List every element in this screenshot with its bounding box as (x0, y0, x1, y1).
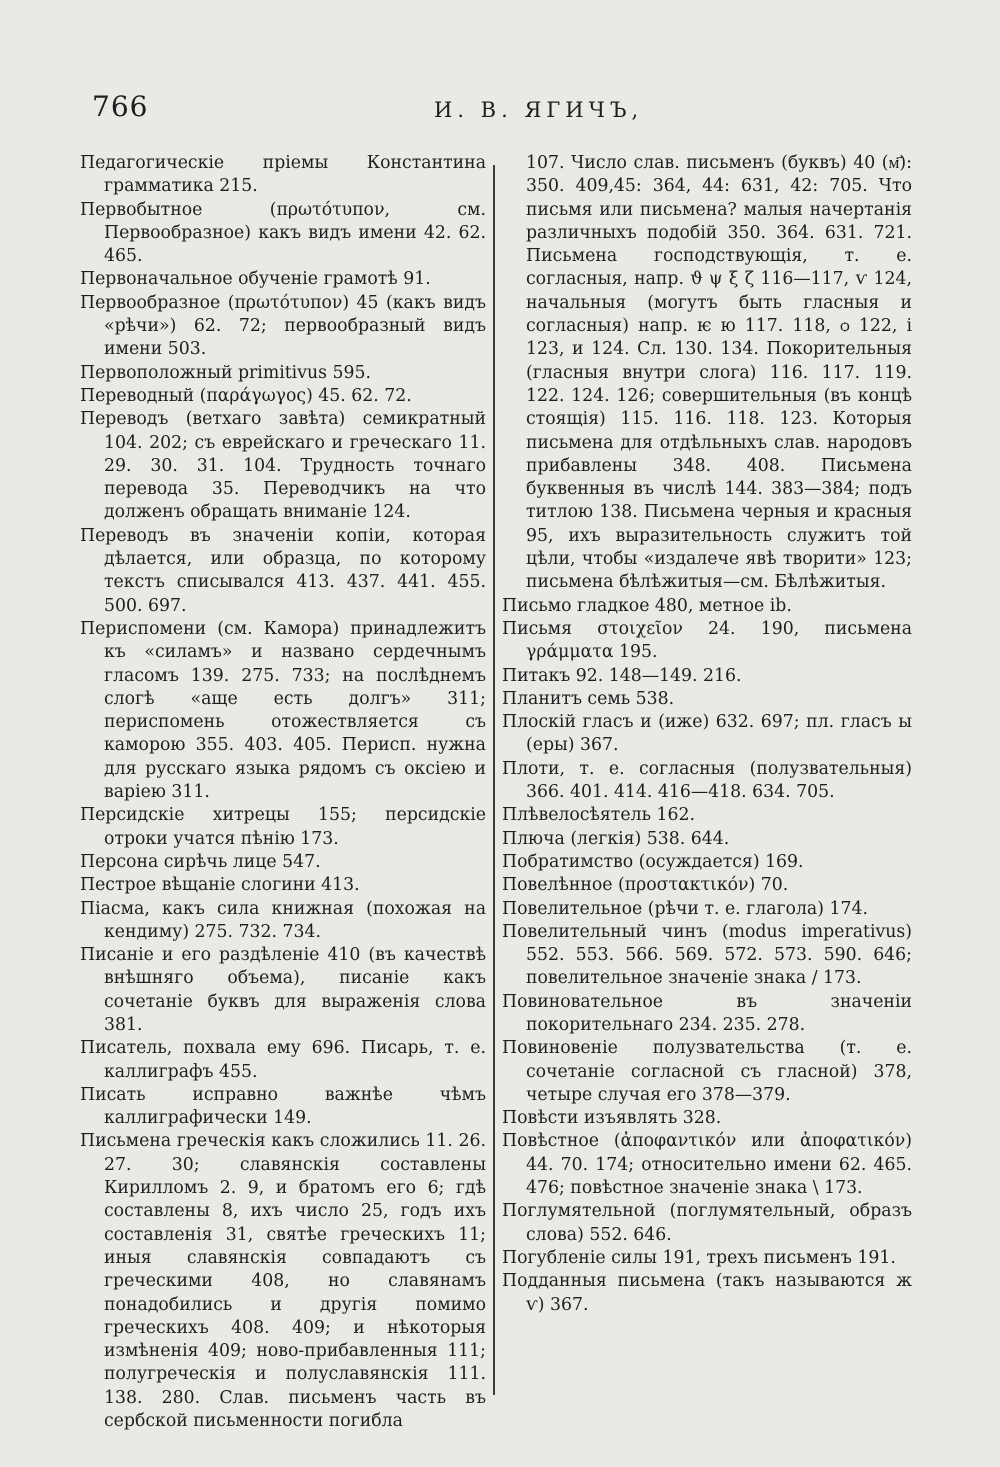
index-entry: Письмя στοιχεῖον 24. 190, письмена γράμματα 195. (502, 618, 912, 663)
index-entry: Погубленіе силы 191, трехъ письменъ 191. (502, 1247, 896, 1268)
index-entry: Піасма, какъ сила книжная (похожая на кендиму) 275. 732. 734. (80, 898, 486, 942)
index-entry: Повиновательное въ значеніи покорительнаго 234. 235. 278. (502, 991, 912, 1035)
index-entry: Повелительное (рѣчи т. е. глагола) 174. (502, 898, 868, 919)
index-entry: Периспомени (см. Камора) принадлежитъ къ «силамъ» и названо сердечнымъ гласомъ 139. 275. 733; на послѣднемъ слогѣ «аще есть долгъ» 311; периспомень отожествляется съ каморою 355. 403. 405. Перисп. нужна для русскаго языка рядомъ съ оксіею и варіею 311. (80, 618, 486, 803)
index-entry: Переводъ (ветхаго завѣта) семикратный 104. 202; съ еврейскаго и греческаго 11. 29. 30. 31. 104. Трудность точнаго перевода 35. Переводчикъ на что долженъ обращать вниманіе 124. (80, 409, 486, 523)
index-entry: Побратимство (осуждается) 169. (502, 851, 804, 872)
index-entry: Повѣсти изъявлять 328. (502, 1108, 722, 1129)
index-entry: Писать исправно важнѣе чѣмъ каллиграфически 149. (80, 1084, 486, 1129)
index-entry: Первообразное (πρωτότυπον) 45 (какъ видъ «рѣчи») 62. 72; первообразный видъ имени 503. (80, 292, 486, 360)
index-entry: Плюча (легкія) 538. 644. (502, 828, 730, 849)
index-entry: Повелительный чинъ (modus imperativus) 552. 553. 566. 569. 572. 573. 590. 646; повелительное значеніе знака / 173. (502, 921, 912, 989)
index-entry: Поглумятельной (поглумятельный, образъ слова) 552. 646. (502, 1201, 912, 1245)
index-entry: Питакъ 92. 148—149. 216. (502, 665, 742, 686)
index-entry: Повѣстное (ἀποφαντικόν или ἀποφατικόν) 44. 70. 174; относительно имени 62. 465. 476; повѣстное значеніе знака \ 173. (502, 1131, 912, 1199)
index-entry: Плоскій гласъ и (иже) 632. 697; пл. гласъ ы (еры) 367. (502, 712, 912, 756)
index-entry: Персидскіе хитрецы 155; персидскіе отроки учатся пѣнію 173. (80, 805, 486, 849)
index-entry: Писатель, похвала ему 696. Писарь, т. е. каллиграфъ 455. (80, 1038, 486, 1082)
index-entry: Педагогическіе пріемы Константина грамматика 215. (80, 153, 486, 197)
index-entry: Планитъ семь 538. (502, 688, 675, 709)
index-entry: Подданныя письмена (такъ называются ж ѵ) 367. (502, 1271, 912, 1315)
index-entry: Первоначальное обученіе грамотѣ 91. (80, 269, 431, 290)
index-entry: Переводъ въ значеніи копіи, которая дѣлается, или образца, по которому текстъ списывался 413. 437. 441. 455. 500. 697. (80, 525, 486, 616)
index-entry-continuation: 107. Число слав. письменъ (буквъ) 40 (м҃): 350. 409,45: 364, 44: 631, 42: 705. Что письмя или письмена? малыя начертанія различныхъ подобій 350. 364. 631. 721. Письмена господствующія, т. е. согласныя, напр. ϑ ψ ξ ζ 116—117, ѵ 124, начальныя (могутъ быть гласныя и согласныя) напр. ѥ ю 117. 118, ѻ 122, і 123, и 124. Сл. 130. 134. Покорительныя (гласныя внутри слога) 116. 117. 119. 122. 124. 126; совершительныя (въ концѣ стоящія) 115. 116. 118. 123. Которыя письмена для отдѣльныхъ слав. народовъ прибавлены 348. 408. Письмена буквенныя въ числѣ 144. 383—384; подъ титлою 138. Письмена черныя и красныя 95, ихъ выразительность служитъ той цѣли, чтобы «издалече явѣ творити» 123; письмена бѣлѣжитыя—см. Бѣлѣжитыя. (526, 153, 912, 593)
index-entry: Переводный (παράγωγος) 45. 62. 72. (80, 385, 412, 406)
index-entry: Плоти, т. е. согласныя (полузвательныя) 366. 401. 414. 416—418. 634. 705. (502, 758, 912, 803)
index-entry: Писаніе и его раздѣленіе 410 (въ качествѣ внѣшняго объема), писаніе какъ сочетаніе буквъ для выраженія слова 381. (80, 945, 486, 1035)
index-entry: Первоположный primitivus 595. (80, 362, 371, 383)
index-entry: Первобытное (πρωτότυπον, см. Первообразное) какъ видъ имени 42. 62. 465. (80, 199, 486, 267)
index-entry: Персона сирѣчь лице 547. (80, 851, 321, 872)
left-column (80, 152, 486, 1433)
page-number: 766 (92, 90, 149, 123)
right-column (502, 152, 912, 1317)
column-divider (493, 165, 495, 1395)
index-entry: Повелѣнное (προστακτικόν) 70. (502, 875, 789, 896)
index-entry: Письмена греческія какъ сложились 11. 26. 27. 30; славянскія составлены Кирилломъ 2. 9, и братомъ его 6; гдѣ составлены 8, ихъ число 25, годъ ихъ составленія 31, святѣе греческихъ 11; иныя славянскія совпадаютъ съ греческими 408, но славянамъ понадобились и другія помимо греческихъ 408. 409; и нѣкоторыя измѣненія 409; ново-прибавленныя 111; полугреческія и полуславянскія 111. 138. 280. Слав. письменъ часть въ сербской письменности погибла (80, 1131, 486, 1432)
index-entry: Плѣвелосѣятель 162. (502, 805, 695, 826)
index-entry: Письмо гладкое 480, метное ib. (502, 595, 792, 616)
index-entry: Пестрое вѣщаніе слогини 413. (80, 875, 360, 896)
index-entry: Повиновеніе полузвательства (т. е. сочетаніе согласной съ гласной) 378, четыре случая его 378—379. (502, 1038, 912, 1105)
running-head: И. В. ЯГИЧЪ, (434, 98, 644, 122)
